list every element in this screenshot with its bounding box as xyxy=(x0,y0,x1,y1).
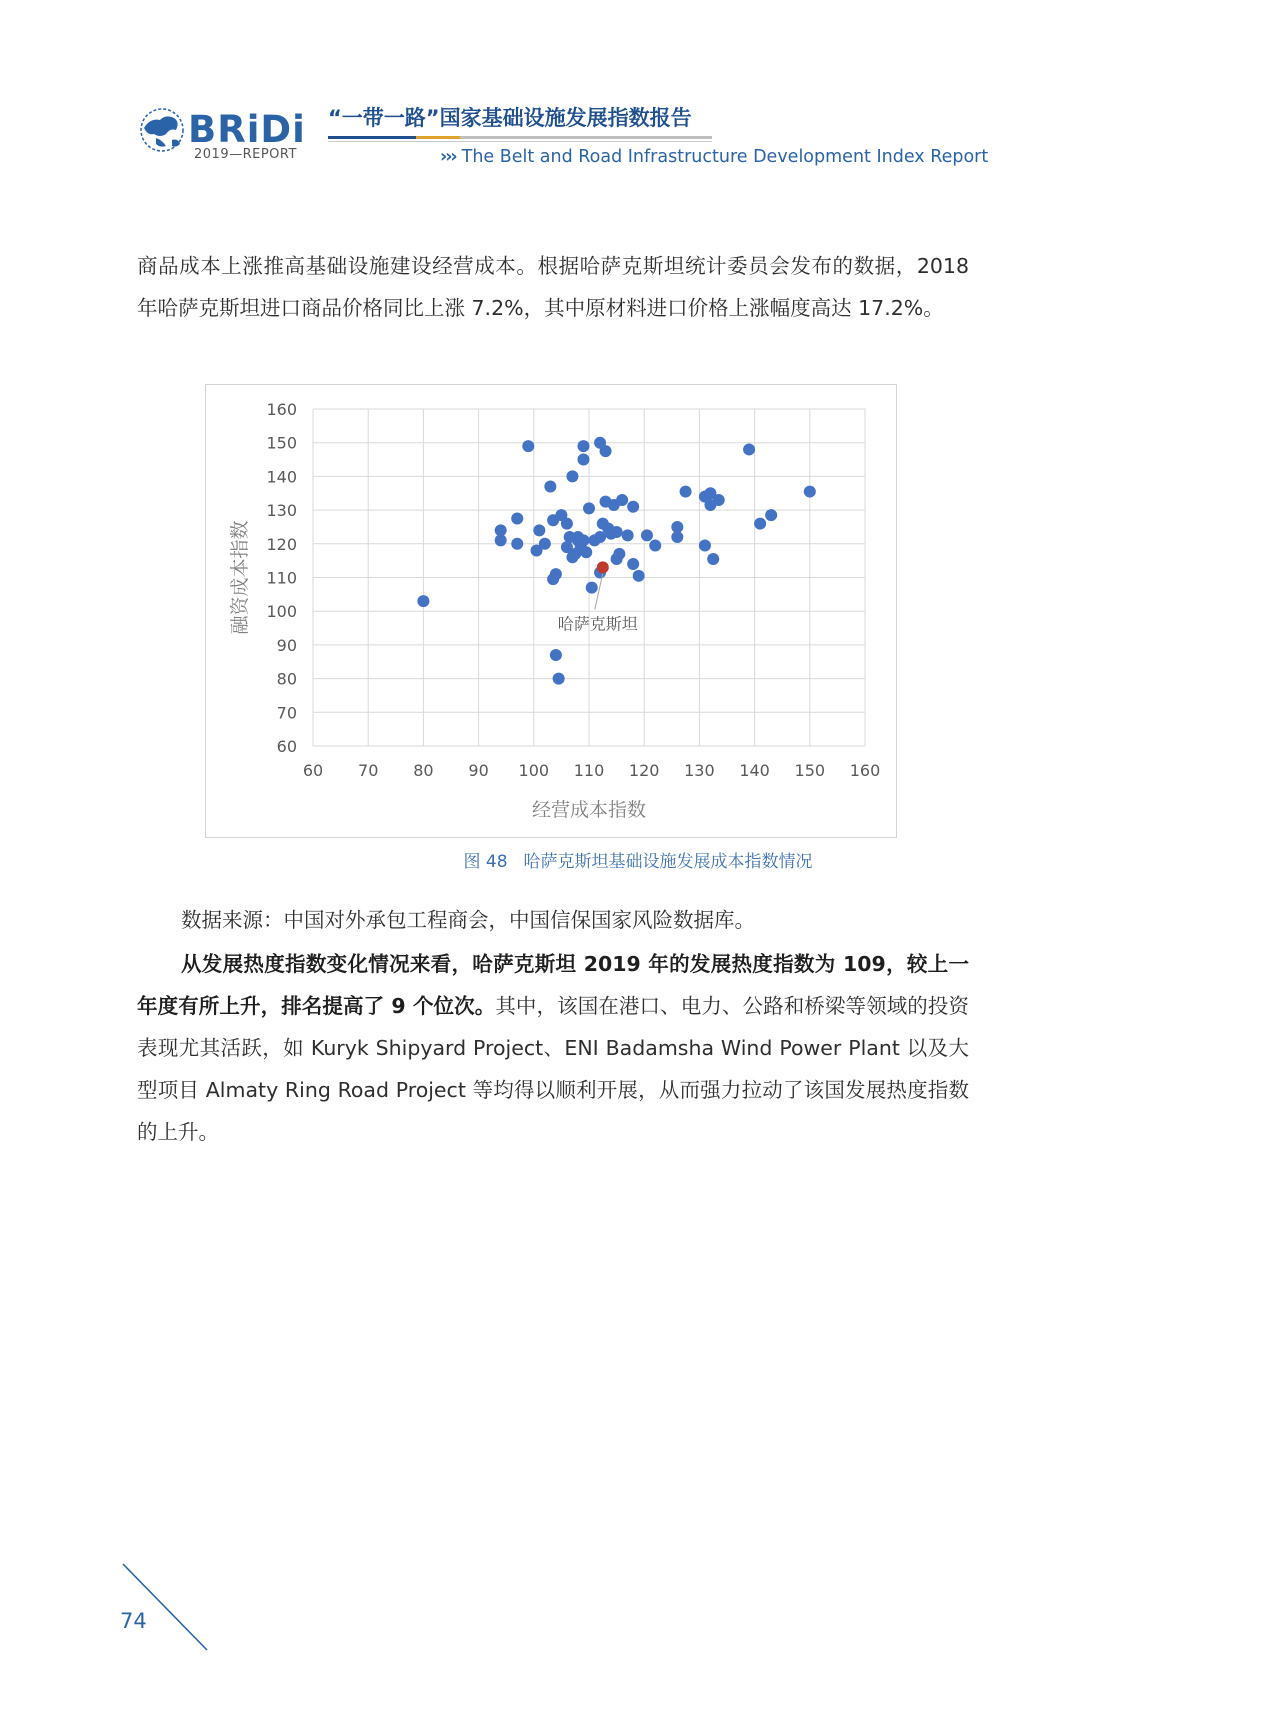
data-point xyxy=(600,445,612,457)
paragraph-development-index xyxy=(137,943,969,1153)
y-tick-label: 130 xyxy=(266,501,297,521)
y-tick-label: 80 xyxy=(276,669,297,689)
data-point xyxy=(713,494,725,506)
data-point xyxy=(553,673,565,685)
y-tick-label: 90 xyxy=(276,635,297,655)
data-point xyxy=(550,649,562,661)
x-tick-label: 140 xyxy=(739,761,770,780)
x-tick-label: 100 xyxy=(518,761,550,780)
highlight-point xyxy=(597,561,609,573)
y-tick-label: 110 xyxy=(266,568,297,588)
data-point xyxy=(577,534,589,546)
scatter-chart-svg xyxy=(206,385,896,837)
data-point xyxy=(522,440,534,452)
data-point xyxy=(511,513,523,525)
page-number: 74 xyxy=(120,1609,147,1633)
data-point xyxy=(577,440,589,452)
x-tick-label: 120 xyxy=(628,761,660,780)
y-tick-label: 100 xyxy=(266,602,297,622)
data-point xyxy=(611,526,623,538)
y-axis-title: 融资成本指数 xyxy=(229,520,251,635)
data-point xyxy=(586,582,598,594)
x-axis-title: 经营成本指数 xyxy=(531,799,647,821)
report-title-chinese: “一带一路”国家基础设施发展指数报告 xyxy=(328,106,692,130)
paragraph-body: 其中，该国在港口、电力、公路和桥梁等领域的投资表现尤其活跃，如 Kuryk Shipyard Project、ENI Badamsha Wind Power Plant 以及大型项目 Almaty Ring Road Project 等均得以顺利开展，从而强力拉动了该国发展热度指数的上升。 xyxy=(137,994,970,1144)
data-point xyxy=(633,570,645,582)
y-tick-label: 140 xyxy=(266,467,297,487)
data-point xyxy=(561,518,573,530)
y-tick-label: 160 xyxy=(266,400,297,419)
data-point xyxy=(550,568,562,580)
data-point xyxy=(417,595,429,607)
data-point xyxy=(583,502,595,514)
y-tick-label: 60 xyxy=(276,737,297,756)
x-tick-label: 70 xyxy=(358,761,379,780)
header-divider-thin xyxy=(328,141,712,142)
data-point xyxy=(754,518,766,530)
data-point xyxy=(627,501,639,513)
data-point xyxy=(699,539,711,551)
y-tick-label: 120 xyxy=(266,534,297,554)
data-point xyxy=(577,454,589,466)
scatter-chart xyxy=(205,384,897,838)
data-point xyxy=(649,539,661,551)
x-tick-label: 150 xyxy=(794,761,826,780)
report-title-english xyxy=(440,145,988,169)
data-point xyxy=(680,486,692,498)
highlight-label: 哈萨克斯坦 xyxy=(557,614,638,634)
x-tick-label: 160 xyxy=(849,761,881,780)
figure-number: 图 48 xyxy=(463,852,508,872)
x-tick-label: 110 xyxy=(573,761,605,780)
data-point xyxy=(804,486,816,498)
data-point xyxy=(627,558,639,570)
figure-title: 哈萨克斯坦基础设施发展成本指数情况 xyxy=(523,852,813,872)
logo-report-text: 2019—REPORT xyxy=(194,147,297,162)
data-point xyxy=(743,443,755,455)
data-point xyxy=(495,534,507,546)
data-point xyxy=(622,529,634,541)
paragraph-import-prices: 商品成本上涨推高基础设施建设经营成本。根据哈萨克斯坦统计委员会发布的数据，2018 年哈萨克斯坦进口商品价格同比上涨 7.2%，其中原材料进口价格上涨幅度高达 17.2%。 xyxy=(137,254,969,320)
data-point xyxy=(616,494,628,506)
data-point xyxy=(580,546,592,558)
data-point xyxy=(765,509,777,521)
data-point xyxy=(613,548,625,560)
header-divider xyxy=(328,136,712,139)
data-point xyxy=(539,538,551,550)
data-point xyxy=(566,470,578,482)
data-point xyxy=(671,531,683,543)
report-title-english-text: The Belt and Road Infrastructure Development Index Report xyxy=(461,147,989,167)
chevrons-icon: ››› xyxy=(440,147,456,167)
data-point xyxy=(544,481,556,493)
y-tick-label: 150 xyxy=(266,433,297,453)
logo-brand-text: BRiDi xyxy=(188,108,306,151)
paragraph-bold-lead: 从发展热度指数变化情况来看，哈萨克斯坦 2019 年的发展热度指数为 109，较上一年度有所上升，排名提高了 9 个位次。 xyxy=(137,952,969,1018)
x-tick-label: 60 xyxy=(302,761,324,780)
data-source-note: 数据来源：中国对外承包工程商会，中国信保国家风险数据库。 xyxy=(181,908,755,932)
x-tick-label: 90 xyxy=(468,761,489,780)
data-point xyxy=(707,553,719,565)
data-point xyxy=(511,538,523,550)
x-tick-label: 130 xyxy=(684,761,715,780)
footer-diagonal-line xyxy=(0,0,220,1719)
y-tick-label: 70 xyxy=(276,703,297,723)
data-point xyxy=(641,529,653,541)
x-tick-label: 80 xyxy=(413,761,434,780)
data-point xyxy=(533,524,545,536)
